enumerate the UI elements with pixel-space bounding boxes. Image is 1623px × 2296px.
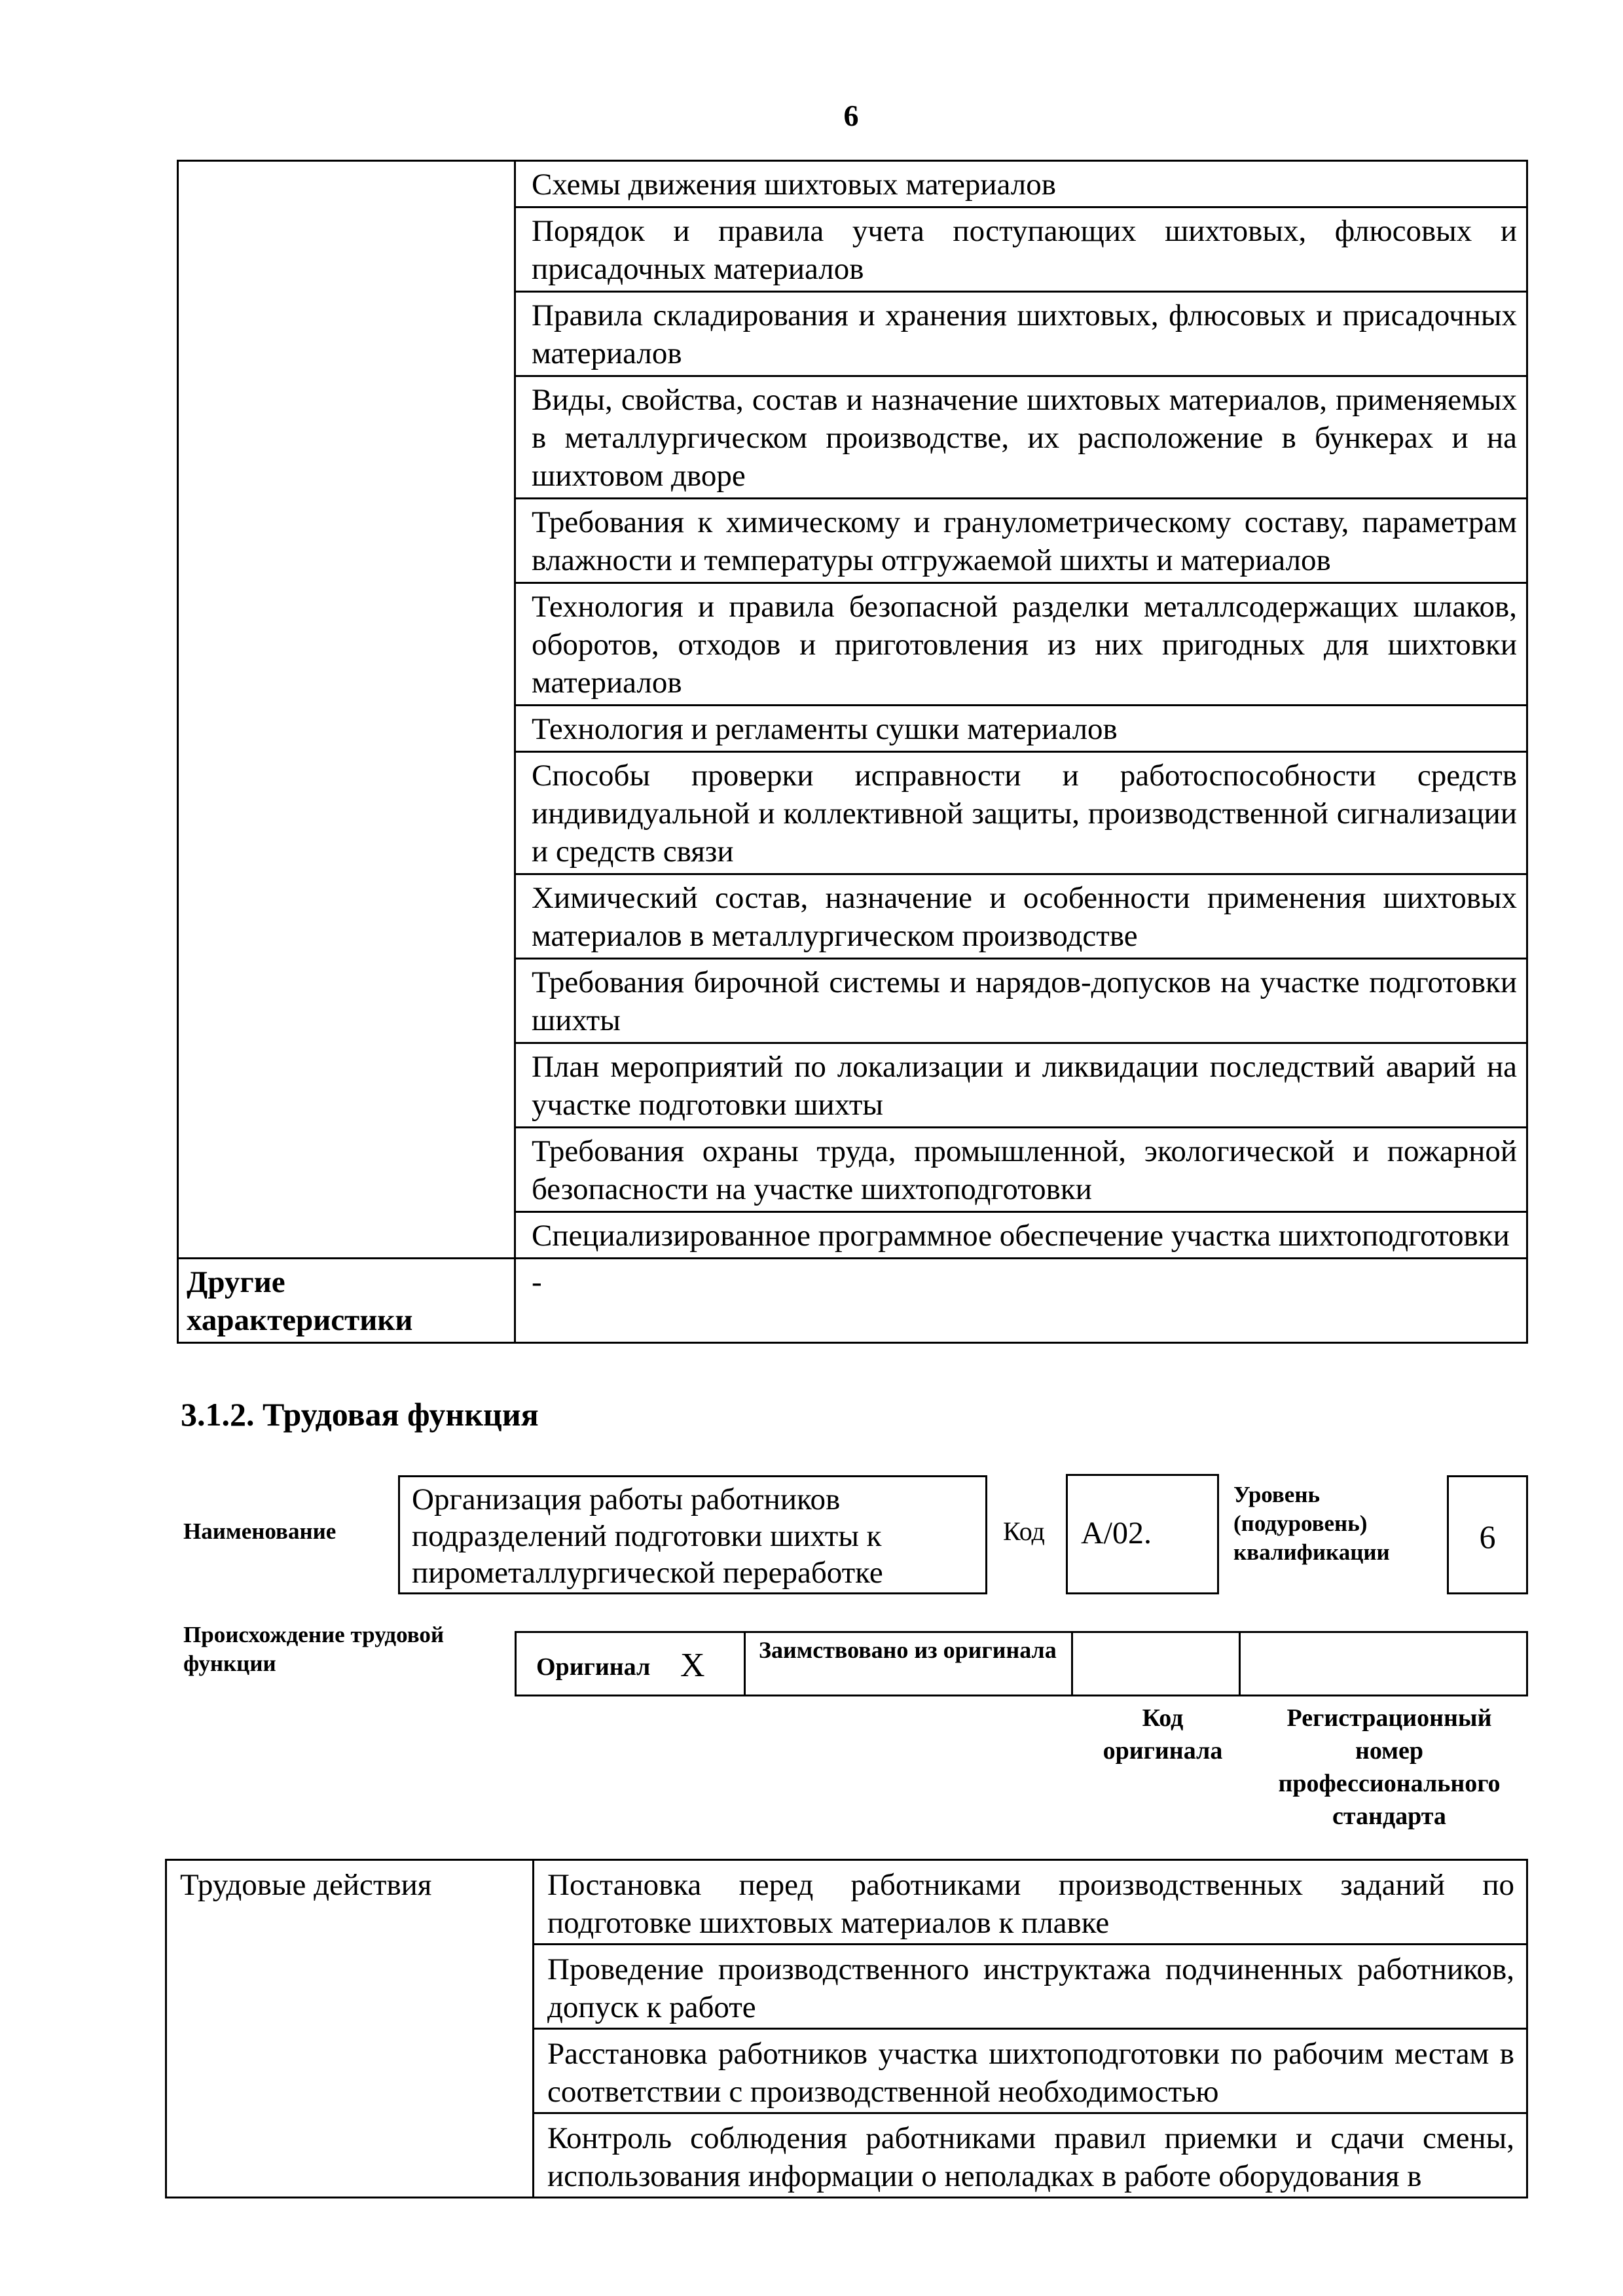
actions-label: Трудовые действия — [166, 1860, 534, 2198]
level-label: Уровень (подуровень) квалификации — [1233, 1482, 1390, 1565]
name-value: Организация работы работников подразделений подготовки шихты к пирометаллургической переработке — [398, 1475, 987, 1594]
action-item: Расстановка работников участка шихтоподготовки по рабочим местам в соответствии с производственной необходимостью — [534, 2029, 1527, 2113]
original-mark: X — [680, 1647, 705, 1684]
knowledge-item: Схемы движения шихтовых материалов — [515, 161, 1527, 207]
table-cell-empty — [178, 161, 515, 1259]
section-heading: 3.1.2. Трудовая функция — [181, 1396, 539, 1433]
knowledge-item: Технология и регламенты сушки материалов — [515, 706, 1527, 752]
other-characteristics-value: - — [515, 1259, 1527, 1343]
registration-number-cell — [1241, 1633, 1526, 1695]
actions-table — [165, 1859, 1528, 2198]
origin-table — [515, 1631, 1528, 1696]
name-label: Наименование — [183, 1518, 337, 1544]
knowledge-item: Химический состав, назначение и особенности применения шихтовых материалов в металлургическом производстве — [515, 874, 1527, 959]
borrowed-cell — [746, 1633, 1073, 1695]
original-code-cell — [1073, 1633, 1241, 1695]
registration-number-caption: Регистрационный номер профессионального стандарта — [1278, 1704, 1501, 1830]
knowledge-item: Правила складирования и хранения шихтовых, флюсовых и присадочных материалов — [515, 292, 1527, 376]
action-item: Постановка перед работниками производственных заданий по подготовке шихтовых материалов к плавке — [534, 1860, 1527, 1945]
page-number: 6 — [843, 99, 859, 132]
table-row — [178, 161, 1527, 207]
code-value: А/02. — [1066, 1474, 1219, 1594]
borrowed-label: Заимствовано из оригинала — [759, 1637, 1057, 1663]
knowledge-item: Способы проверки исправности и работоспособности средств индивидуальной и коллективной защиты, производственной сигнализации и средств связи — [515, 752, 1527, 874]
table-row — [166, 1860, 1527, 1945]
action-item: Контроль соблюдения работниками правил приемки и сдачи смены, использования информации о неполадках в работе оборудования в — [534, 2113, 1527, 2198]
original-cell — [517, 1633, 746, 1695]
original-code-caption: Код оригинала — [1103, 1704, 1223, 1765]
knowledge-item: Требования бирочной системы и нарядов-допусков на участке подготовки шихты — [515, 959, 1527, 1043]
level-value: 6 — [1447, 1475, 1528, 1594]
origin-label: Происхождение трудовой функции — [183, 1622, 445, 1676]
knowledge-item: Виды, свойства, состав и назначение шихтовых материалов, применяемых в металлургическом производстве, их расположение в бункерах и на шихтовом дворе — [515, 376, 1527, 499]
knowledge-item: Требования охраны труда, промышленной, экологической и пожарной безопасности на участке шихтоподготовки — [515, 1128, 1527, 1212]
code-label: Код — [1003, 1516, 1045, 1546]
knowledge-item: Порядок и правила учета поступающих шихтовых, флюсовых и присадочных материалов — [515, 207, 1527, 292]
knowledge-table — [177, 160, 1528, 1344]
knowledge-item: Специализированное программное обеспечение участка шихтоподготовки — [515, 1212, 1527, 1259]
knowledge-item: Технология и правила безопасной разделки металлсодержащих шлаков, оборотов, отходов и приготовления из них пригодных для шихтовки материалов — [515, 583, 1527, 706]
table-row — [178, 1259, 1527, 1343]
original-label: Оригинал — [536, 1653, 651, 1681]
knowledge-item: Требования к химическому и гранулометрическому составу, параметрам влажности и температуры отгружаемой шихты и материалов — [515, 499, 1527, 583]
action-item: Проведение производственного инструктажа подчиненных работников, допуск к работе — [534, 1945, 1527, 2029]
knowledge-item: План мероприятий по локализации и ликвидации последствий аварий на участке подготовки шихты — [515, 1043, 1527, 1128]
other-characteristics-label: Другие характеристики — [178, 1259, 515, 1343]
